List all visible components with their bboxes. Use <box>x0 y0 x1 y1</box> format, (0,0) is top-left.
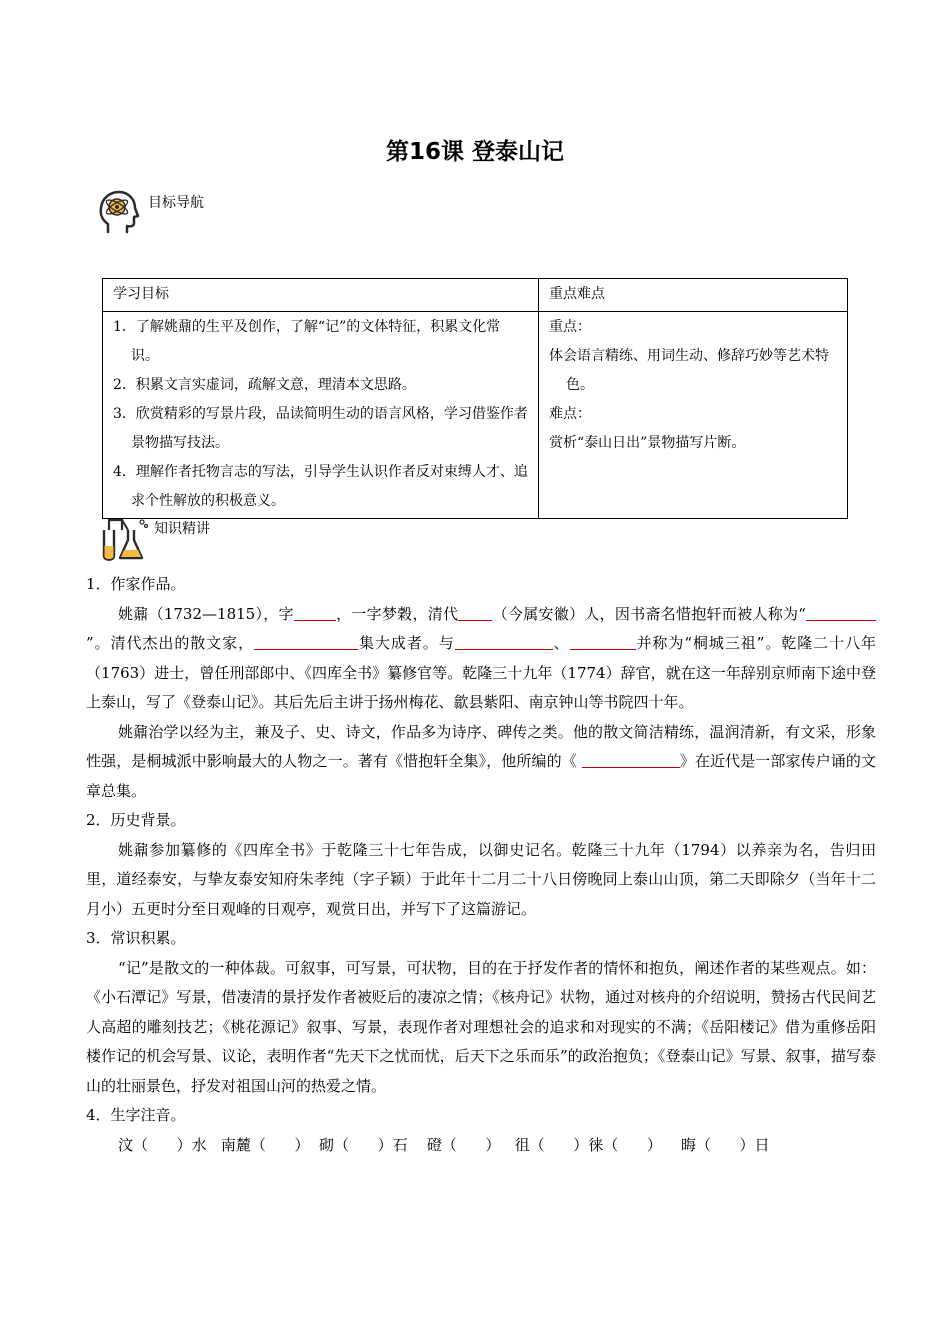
fill-blank[interactable] <box>254 634 358 650</box>
difficult-point-label: 难点： <box>549 406 591 422</box>
head-brain-icon <box>96 188 140 236</box>
lab-flask-icon <box>98 516 148 564</box>
goal-item: 2．积累文言实虚词，疏解文意，理清本文思路。 <box>113 377 416 393</box>
table-header-row <box>103 279 848 312</box>
content-body <box>86 570 876 1160</box>
page-title: 第16课 登泰山记 <box>385 139 564 165</box>
fill-blank[interactable] <box>294 605 336 621</box>
heading-author-works: 1．作家作品。 <box>86 575 186 593</box>
key-points-cell <box>539 312 848 519</box>
fill-blank[interactable] <box>570 634 636 650</box>
goals-cell <box>103 312 539 519</box>
heading-background: 2．历史背景。 <box>86 811 186 829</box>
difficult-point-text: 赏析“泰山日出”景物描写片断。 <box>549 435 746 451</box>
fill-blank[interactable] <box>455 634 553 650</box>
paragraph-author-works: 姚鼐（1732—1815），字 ，一字梦穀，清代 （今属安徽）人，因书斋名惜抱轩而被人称为“”。清代杰出的散文家， 集大成者。与 、 并称为“桐城三祖”。乾隆二十八年（1763）进士，曾任刑部郎中、《四库全书》纂修官等。乾隆三十九年（1774）辞官，就在这一年辞别京师南下途中登上泰山，写了《登泰山记》。其后先后主讲于扬州梅花、歙县紫阳、南京钟山等书院四十年。 <box>86 604 876 711</box>
pronunciation-exercise[interactable]: 汶（ ）水 南麓（ ） 砌（ ）石 磴（ ） 徂（ ）徕（ ） 晦（ ）日 <box>118 1135 770 1154</box>
key-point-text: 体会语言精练、用词生动、修辞巧妙等艺术特色。 <box>549 348 829 393</box>
header-learning-goals: 学习目标 <box>103 279 539 312</box>
knowledge-header <box>98 516 210 564</box>
fill-blank[interactable] <box>582 752 680 768</box>
knowledge-label: 知识精讲 <box>154 521 210 537</box>
goal-item: 1．了解姚鼐的生平及创作，了解“记”的文体特征，积累文化常识。 <box>113 319 501 364</box>
heading-knowledge: 3．常识积累。 <box>86 929 186 947</box>
goal-item: 3．欣赏精彩的写景片段，品读简明生动的语言风格，学习借鉴作者景物描写技法。 <box>113 406 528 451</box>
paragraph-author-style: 姚鼐治学以经为主，兼及子、史、诗文，作品多为诗序、碑传之类。他的散文简洁精练，温润清新，有文采，形象性强，是桐城派中影响最大的人物之一。著有《惜抱轩全集》，他所编的《 》在近代是一部家传户诵的文章总集。 <box>86 722 876 800</box>
header-key-difficult-points: 重点难点 <box>539 279 848 312</box>
fill-blank[interactable] <box>806 605 876 621</box>
key-point-label: 重点： <box>549 319 591 335</box>
goals-table <box>102 278 848 519</box>
goals-nav-header <box>96 188 204 236</box>
heading-pronunciation: 4．生字注音。 <box>86 1106 186 1124</box>
paragraph-background: 姚鼐参加纂修的《四库全书》于乾隆三十七年告成，以御史记名。乾隆三十九年（1794）以养亲为名，告归田里，道经泰安，与挚友泰安知府朱孝纯（字子颖）于此年十二月二十八日傍晚同上泰山山顶，第二天即除夕（当年十二月小）五更时分至日观峰的日观亭，观赏日出，并写下了这篇游记。 <box>86 840 876 918</box>
goals-nav-label: 目标导航 <box>148 195 204 211</box>
table-row <box>103 312 848 519</box>
fill-blank[interactable] <box>458 605 492 621</box>
paragraph-knowledge: “记”是散文的一种体裁。可叙事，可写景，可状物，目的在于抒发作者的情怀和抱负，阐述作者的某些观点。如：《小石潭记》写景，借凄清的景抒发作者被贬后的凄凉之情；《核舟记》状物，通过对核舟的介绍说明，赞扬古代民间艺人高超的雕刻技艺；《桃花源记》叙事、写景，表现作者对理想社会的追求和对现实的不满；《岳阳楼记》借为重修岳阳楼作记的机会写景、议论，表明作者“先天下之忧而忧，后天下之乐而乐”的政治抱负；《登泰山记》写景、叙事，描写泰山的壮丽景色，抒发对祖国山河的热爱之情。 <box>86 958 876 1095</box>
goal-item: 4．理解作者托物言志的写法，引导学生认识作者反对束缚人才、追求个性解放的积极意义。 <box>113 464 528 509</box>
